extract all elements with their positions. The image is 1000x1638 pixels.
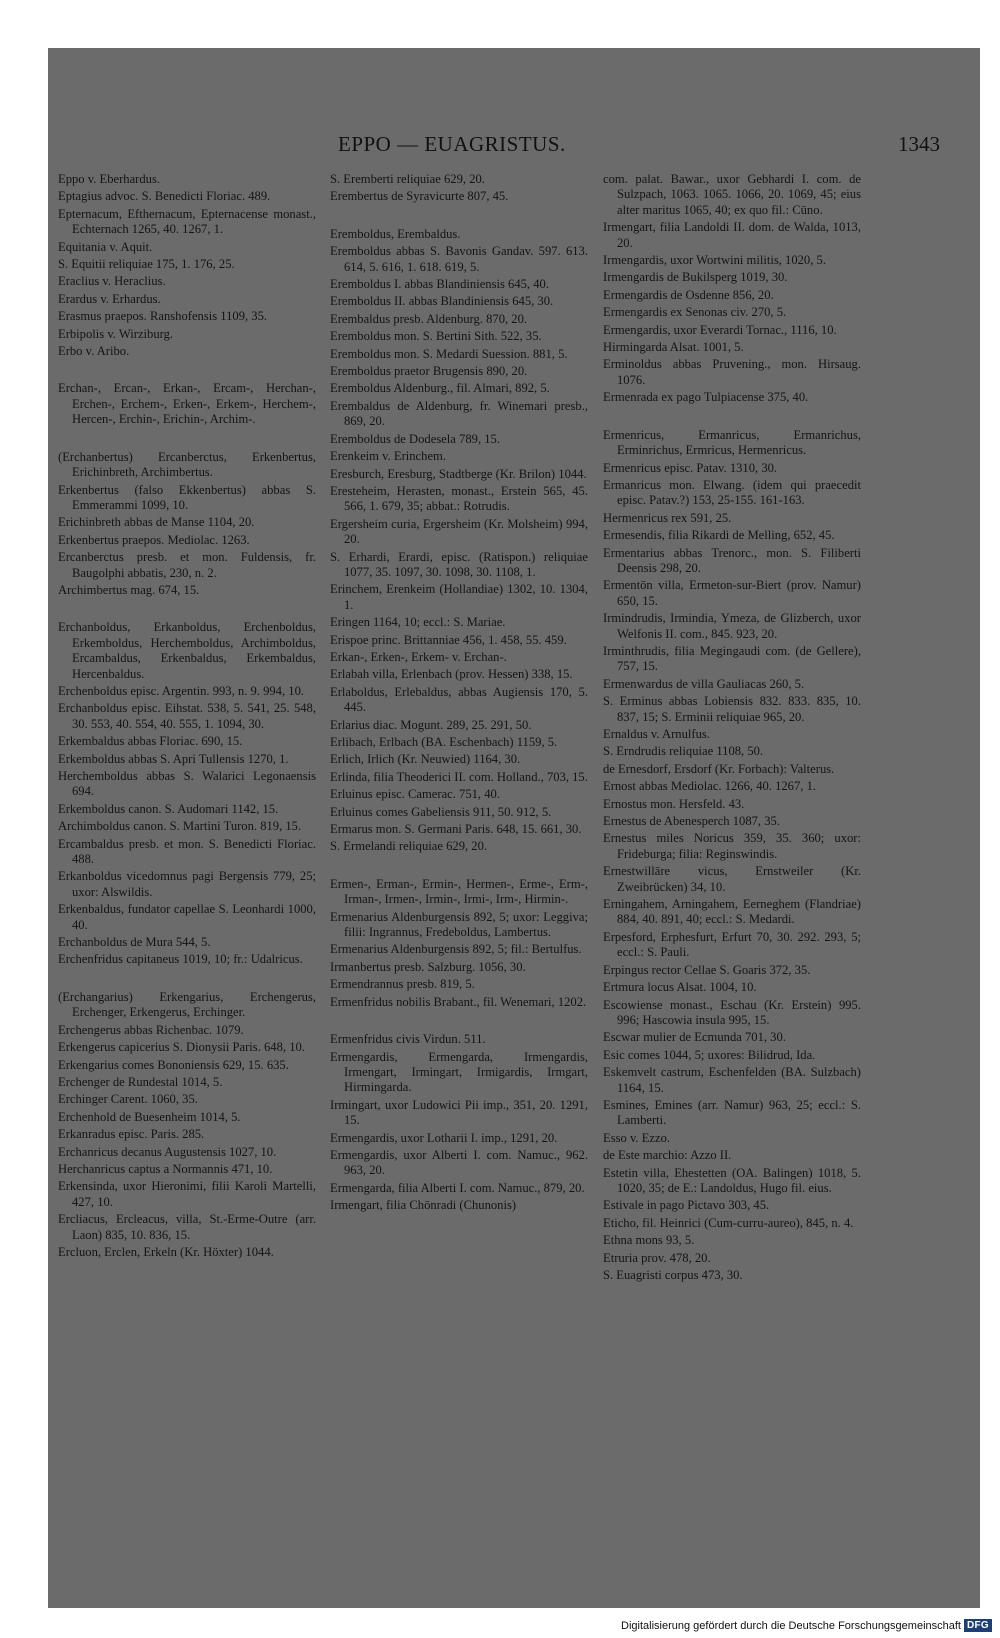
index-entry: Ercanberctus presb. et mon. Fuldensis, fr. Baugolphi abbatis, 230, n. 2. [58, 550, 316, 580]
index-entry: Erembertus de Syravicurte 807, 45. [330, 189, 509, 204]
index-entry: Ercluon, Erclen, Erkeln (Kr. Höxter) 1044. [58, 1244, 274, 1259]
index-entry: Ermengardis de Osdenne 856, 20. [603, 287, 774, 302]
index-entry: Estivale in pago Pictavo 303, 45. [603, 1198, 770, 1213]
index-entry: Erembaldus de Aldenburg, fr. Winemari presb., 869, 20. [330, 398, 588, 429]
index-entry: com. palat. Bawar., uxor Gebhardi I. com. de Sulzpach, 1063. 1065. 1066, 20. 1069, 45; eius alter maritus 1065, 40; ex quo fil.: Cūno. [603, 172, 861, 217]
index-entry: Ernost abbas Mediolac. 1266, 40. 1267, 1. [603, 779, 817, 794]
index-entry: Erkenbaldus, fundator capellae S. Leonhardi 1000, 40. [58, 902, 316, 932]
index-entry: Erchanricus decanus Augustensis 1027, 10. [58, 1144, 277, 1159]
index-entry: Erlibach, Erlbach (BA. Eschenbach) 1159, 5. [330, 735, 558, 749]
index-entry: Eremboldus I. abbas Blandiniensis 645, 40. [330, 277, 549, 292]
index-entry: de Ernesdorf, Ersdorf (Kr. Forbach): Valterus. [603, 761, 835, 776]
index-entry: Ermentarius abbas Trenorc., mon. S. Filiberti Deensis 298, 20. [603, 545, 861, 575]
index-entry: Erchengerus abbas Richenbac. 1079. [58, 1022, 244, 1037]
index-entry: Erchanboldus episc. Eihstat. 538, 5. 541, 25. 548, 30. 553, 40. 554, 40. 555, 1. 1094, 30. [58, 701, 316, 731]
index-entry: Eskemvelt castrum, Eschenfelden (BA. Sulzbach) 1164, 15. [603, 1065, 861, 1095]
index-entry: Esso v. Ezzo. [603, 1130, 671, 1145]
index-entry: Estetin villa, Ehestetten (OA. Balingen) 1018, 5. 1020, 35; de E.: Landoldus, Hugo fil. eius. [603, 1165, 861, 1195]
index-entry: Herchanricus captus a Normannis 471, 10. [58, 1161, 273, 1176]
index-column-1 [58, 172, 316, 1262]
dfg-logo: DFG [964, 1619, 992, 1632]
index-entry: Ermengardis, Ermengarda, Irmengardis, Irmengart, Irmingart, Irmigardis, Irmgart, Hirmingarda. [330, 1049, 588, 1095]
index-entry: Etruria prov. 478, 20. [603, 1250, 711, 1265]
index-entry: Erchenger de Rundestal 1014, 5. [58, 1074, 223, 1089]
index-entry: Escwar mulier de Ecmunda 701, 30. [603, 1030, 786, 1045]
index-entry: S. Erminus abbas Lobiensis 832. 833. 835, 10. 837, 15; S. Erminii reliquiae 965, 20. [603, 694, 861, 724]
index-entry: Ergersheim curia, Ergersheim (Kr. Molsheim) 994, 20. [330, 516, 588, 547]
index-entry: Erchenfridus capitaneus 1019, 10; fr.: Udalricus. [58, 952, 303, 967]
index-entry: Erbipolis v. Wirziburg. [58, 326, 174, 341]
index-entry: Ermanricus mon. Elwang. (idem qui praecedit episc. Patav.?) 153, 25-155. 161-163. [603, 477, 861, 508]
index-entry: Archimboldus canon. S. Martini Turon. 819, 15. [58, 819, 302, 834]
page-header [48, 132, 980, 162]
index-entry: Epternacum, Efthernacum, Epternacense monast., Echternach 1265, 40. 1267, 1. [58, 206, 316, 237]
index-entry: Escowiense monast., Eschau (Kr. Erstein) 995. 996; Hascowia insula 995, 15. [603, 997, 861, 1027]
index-entry: Eremboldus de Dodesela 789, 15. [330, 431, 500, 446]
index-entry: Erkanradus episc. Paris. 285. [58, 1127, 205, 1142]
index-entry: Ercliacus, Ercleacus, villa, St.-Erme-Outre (arr. Laon) 835, 10. 836, 15. [58, 1212, 316, 1242]
index-entry: Eremboldus mon. S. Medardi Suession. 881, 5. [330, 346, 568, 361]
index-entry: Erispoe princ. Brittanniae 456, 1. 458, 55. 459. [330, 632, 567, 647]
index-entry: S. Ermelandi reliquiae 629, 20. [330, 839, 488, 854]
index-entry: Erningahem, Arningahem, Eerneghem (Flandriae) 884, 40. 891, 40; eccl.: S. Medardi. [603, 897, 861, 927]
index-entry: Ermarus mon. S. Germani Paris. 648, 15. 661, 30. [330, 822, 582, 837]
index-entry: Ernostus mon. Hersfeld. 43. [603, 796, 745, 811]
index-entry: Ermesendis, filia Rikardi de Melling, 652, 45. [603, 528, 835, 543]
index-entry: Ermengardis, uxor Alberti I. com. Namuc., 962. 963, 20. [330, 1147, 588, 1178]
index-entry: Equitania v. Aquit. [58, 239, 153, 254]
index-entry: Ermentōn villa, Ermeton-sur-Biert (prov. Namur) 650, 15. [603, 578, 861, 608]
page-number: 1343 [898, 132, 940, 156]
index-entry: Erlinda, filia Theoderici II. com. Holland., 703, 15. [330, 769, 588, 784]
index-entry: Ermenarius Aldenburgensis 892, 5; fil.: Bertulfus. [330, 942, 582, 957]
index-entry: Erlich, Irlich (Kr. Neuwied) 1164, 30. [330, 752, 521, 767]
index-entry: Erlarius diac. Mogunt. 289, 25. 291, 50. [330, 717, 532, 732]
index-entry: Erenkeim v. Erinchem. [330, 449, 446, 464]
index-entry: Eremboldus praetor Brugensis 890, 20. [330, 364, 528, 379]
index-entry: S. Eremberti reliquiae 629, 20. [330, 172, 485, 186]
index-entry: Ernestus de Abenesperch 1087, 35. [603, 814, 780, 829]
index-entry: Irmindrudis, Irmindia, Ymeza, de Glizberch, uxor Welfonis II. com., 845. 923, 20. [603, 611, 861, 641]
index-entry: Irminthrudis, filia Megingaudi com. (de Gellere), 757, 15. [603, 643, 861, 674]
digitization-credit [621, 1619, 992, 1632]
scanned-page [48, 48, 980, 1608]
index-entry: Eremboldus Aldenburg., fil. Almari, 892, 5. [330, 381, 550, 396]
index-entry: Eppo v. Eberhardus. [58, 172, 161, 186]
index-entry: Irmengardis de Bukilsperg 1019, 30. [603, 270, 788, 285]
index-entry: Erkembaldus abbas Floriac. 690, 15. [58, 734, 243, 749]
index-entry: Ernestus miles Noricus 359, 35. 360; uxor: Frideburga; filia: Reginswindis. [603, 831, 861, 861]
index-entry: S. Erhardi, Erardi, episc. (Ratispon.) reliquiae 1077, 35. 1097, 30. 1098, 30. 1108, 1. [330, 549, 588, 579]
index-entry: Irmanbertus presb. Salzburg. 1056, 30. [330, 959, 526, 974]
index-entry: Erchenhold de Buesenheim 1014, 5. [58, 1109, 241, 1124]
index-entry: Eresburch, Eresburg, Stadtberge (Kr. Brilon) 1044. [330, 466, 587, 481]
index-entry: Irmingart, uxor Ludowici Pii imp., 351, 20. 1291, 15. [330, 1097, 588, 1128]
index-entry: Erkenbertus (falso Ekkenbertus) abbas S. Emmerammi 1099, 10. [58, 482, 316, 512]
index-entry: Ercambaldus presb. et mon. S. Benedicti Floriac. 488. [58, 836, 316, 867]
index-entry: Eremboldus II. abbas Blandiniensis 645, 30. [330, 294, 554, 309]
index-entry: Eringen 1164, 10; eccl.: S. Mariae. [330, 615, 506, 630]
index-entry: Erlaboldus, Erlebaldus, abbas Augiensis 170, 5. 445. [330, 684, 588, 715]
index-entry: Erembaldus presb. Aldenburg. 870, 20. [330, 311, 528, 326]
index-entry: Ernaldus v. Arnulfus. [603, 727, 710, 741]
index-entry: Erchan-, Ercan-, Erkan-, Ercam-, Herchan-, Erchen-, Erchem-, Erken-, Erkem-, Herchem-, Hercen-, Erchin-, Erichin-, Archim-. [58, 381, 316, 427]
index-entry: Erchinger Carent. 1060, 35. [58, 1092, 198, 1107]
index-entry: Hirmingarda Alsat. 1001, 5. [603, 340, 744, 355]
index-entry: Erinchem, Erenkeim (Hollandiae) 1302, 10. 1304, 1. [330, 582, 588, 612]
index-entry: Erchenboldus episc. Argentin. 993, n. 9. 994, 10. [58, 683, 305, 698]
index-entry: Erkengarius comes Bononiensis 629, 15. 635. [58, 1057, 289, 1072]
index-entry: S. Erndrudis reliquiae 1108, 50. [603, 744, 764, 759]
index-entry: Eremboldus, Erembaldus. [330, 226, 461, 241]
index-entry: Ernestwillāre vicus, Ernstweiler (Kr. Zweibrücken) 34, 10. [603, 864, 861, 894]
index-entry: Ethna mons 93, 5. [603, 1233, 695, 1248]
index-entry: Hermenricus rex 591, 25. [603, 510, 732, 525]
index-entry: (Erchangarius) Erkengarius, Erchengerus, Erchenger, Erkengerus, Erchinger. [58, 989, 316, 1020]
index-entry: Eticho, fil. Heinrici (Cum-curru-aureo), 845, n. 4. [603, 1215, 854, 1230]
index-entry: de Este marchio: Azzo II. [603, 1148, 732, 1163]
index-entry: Eptagius advoc. S. Benedicti Floriac. 489. [58, 189, 271, 204]
index-entry: Ermengarda, filia Alberti I. com. Namuc., 879, 20. [330, 1180, 585, 1195]
index-entry: Erichinbreth abbas de Manse 1104, 20. [58, 515, 255, 530]
index-entry: Erbo v. Aribo. [58, 344, 130, 359]
index-entry: Erardus v. Erhardus. [58, 291, 161, 306]
index-entry: Erasmus praepos. Ranshofensis 1109, 35. [58, 309, 268, 324]
index-entry: Erminoldus abbas Pruvening., mon. Hirsaug. 1076. [603, 357, 861, 387]
index-entry: Erchanboldus, Erkanboldus, Erchenboldus, Erkemboldus, Herchemboldus, Archimboldus, Ercambaldus, Erkenbaldus, Erkembaldus, Hercenbaldus. [58, 620, 316, 681]
index-column-3 [603, 172, 861, 1285]
index-entry: Esmines, Emines (arr. Namur) 963, 25; eccl.: S. Lamberti. [603, 1097, 861, 1128]
index-entry: Erluinus episc. Camerac. 751, 40. [330, 787, 500, 802]
index-entry: Ermenrada ex pago Tulpiacense 375, 40. [603, 390, 809, 405]
index-entry: Archimbertus mag. 674, 15. [58, 582, 200, 597]
index-entry: Erluinus comes Gabeliensis 911, 50. 912, 5. [330, 804, 552, 819]
index-entry: Erkengerus capicerius S. Dionysii Paris. 648, 10. [58, 1040, 305, 1055]
index-entry: Irmengart, filia Chōnradi (Chunonis) [330, 1198, 517, 1213]
index-entry: Esic comes 1044, 5; uxores: Bilidrud, Ida. [603, 1047, 816, 1062]
index-entry: Erpingus rector Cellae S. Goaris 372, 35. [603, 962, 811, 977]
index-entry: (Erchanbertus) Ercanberctus, Erkenbertus, Erichinbreth, Archimbertus. [58, 449, 316, 480]
index-entry: Erlabah villa, Erlenbach (prov. Hessen) 338, 15. [330, 667, 573, 682]
index-entry: Erkan-, Erken-, Erkem- v. Erchan-. [330, 649, 507, 664]
index-entry: Herchemboldus abbas S. Walarici Legonaensis 694. [58, 769, 316, 799]
index-entry: Erkemboldus canon. S. Audomari 1142, 15. [58, 801, 279, 816]
index-entry: Ermenricus episc. Patav. 1310, 30. [603, 460, 778, 475]
index-entry: Ermenfridus nobilis Brabant., fil. Wenemari, 1202. [330, 994, 587, 1009]
index-entry: Erkensinda, uxor Hieronimi, filii Karoli Martelli, 427, 10. [58, 1179, 316, 1209]
index-column-2 [330, 172, 588, 1216]
index-entry: Irmengardis, uxor Wortwini militis, 1020, 5. [603, 253, 826, 268]
index-entry: Erkenbertus praepos. Mediolac. 1263. [58, 532, 250, 547]
index-entry: Eremboldus mon. S. Bertini Sith. 522, 35. [330, 329, 542, 344]
index-entry: Eremboldus abbas S. Bavonis Gandav. 597. 613. 614, 5. 616, 1. 618. 619, 5. [330, 244, 588, 274]
index-entry: Eresteheim, Herasten, monast., Erstein 565, 45. 566, 1. 679, 35; abbat.: Rotrudis. [330, 483, 588, 514]
index-entry: S. Equitii reliquiae 175, 1. 176, 25. [58, 257, 235, 272]
index-entry: S. Euagristi corpus 473, 30. [603, 1268, 743, 1282]
credit-text: Digitalisierung gefördert durch die Deutsche Forschungsgemeinschaft [621, 1619, 961, 1632]
index-entry: Ermenricus, Ermanricus, Ermanrichus, Erminrichus, Ermricus, Hermenricus. [603, 427, 861, 458]
index-entry: Ermengardis ex Senonas civ. 270, 5. [603, 305, 787, 320]
index-entry: Ermengardis, uxor Lotharii I. imp., 1291, 20. [330, 1130, 558, 1145]
running-title: EPPO — EUAGRISTUS. [338, 132, 566, 156]
index-entry: Irmengart, filia Landoldi II. dom. de Walda, 1013, 20. [603, 220, 861, 250]
index-entry: Eraclius v. Heraclius. [58, 274, 166, 289]
index-entry: Ermendrannus presb. 819, 5. [330, 977, 475, 992]
index-entry: Ermen-, Erman-, Ermin-, Hermen-, Erme-, Erm-, Irman-, Irmen-, Irmin-, Irmi-, Irm-, Hirmin-. [330, 876, 588, 907]
index-entry: Erchanboldus de Mura 544, 5. [58, 935, 211, 950]
index-entry: Erpesford, Erphesfurt, Erfurt 70, 30. 292. 293, 5; eccl.: S. Pauli. [603, 929, 861, 960]
index-entry: Ermenfridus civis Virdun. 511. [330, 1032, 486, 1047]
index-entry: Erkemboldus abbas S. Apri Tullensis 1270, 1. [58, 751, 289, 766]
index-entry: Ermenarius Aldenburgensis 892, 5; uxor: Leggiva; filii: Ingrannus, Fredeboldus, Lambertus. [330, 909, 588, 940]
index-entry: Erkanboldus vicedomnus pagi Bergensis 779, 25; uxor: Alswildis. [58, 869, 316, 899]
index-entry: Ermenwardus de villa Gauliacas 260, 5. [603, 676, 805, 691]
index-entry: Ermengardis, uxor Everardi Tornac., 1116, 10. [603, 322, 837, 337]
index-entry: Ertmura locus Alsat. 1004, 10. [603, 980, 757, 995]
